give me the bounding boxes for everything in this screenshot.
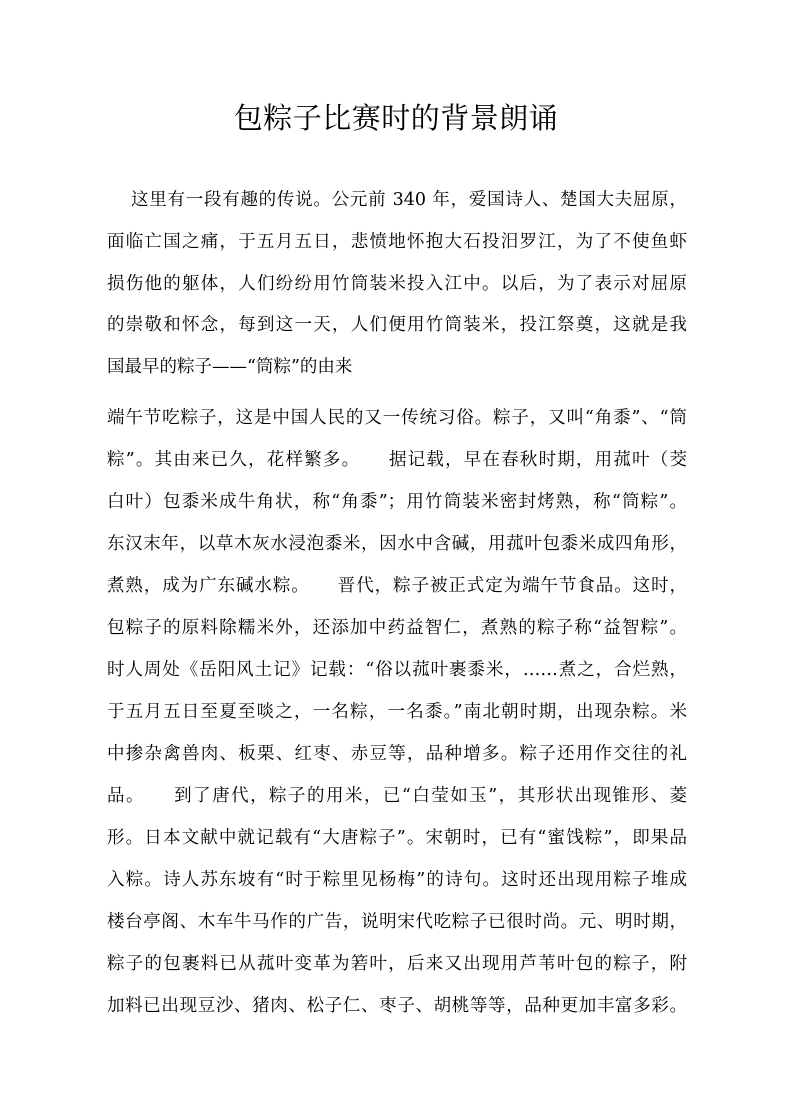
page-title: 包粽子比赛时的背景朗诵 bbox=[233, 101, 559, 135]
paragraph-2-line-11: 形。日本文献中就记载有“大唐粽子”。宋朝时，已有“蜜饯粽”，即果品 bbox=[107, 828, 687, 848]
paragraph-2-line-13: 楼台亭阁、木车牛马作的广告，说明宋代吃粽子已很时尚。元、明时期， bbox=[107, 912, 687, 932]
paragraph-2-line-4: 东汉末年，以草木灰水浸泡黍米，因水中含碱，用菰叶包黍米成四角形， bbox=[107, 534, 687, 554]
paragraph-2-line-2: 粽”。其由来已久，花样繁多。 据记载，早在春秋时期，用菰叶（茭 bbox=[107, 450, 687, 470]
paragraph-1-line-5: 国最早的粽子——“筒粽”的由来 bbox=[107, 357, 353, 377]
paragraph-2-line-15: 加料已出现豆沙、猪肉、松子仁、枣子、胡桃等等，品种更加丰富多彩。 bbox=[107, 996, 687, 1016]
paragraph-2-line-5: 煮熟，成为广东碱水粽。 晋代，粽子被正式定为端午节食品。这时， bbox=[107, 576, 687, 596]
paragraph-2-line-1: 端午节吃粽子，这是中国人民的又一传统习俗。粽子，又叫“角黍”、“筒 bbox=[107, 408, 687, 428]
paragraph-2-line-8: 于五月五日至夏至啖之，一名粽，一名黍。”南北朝时期，出现杂粽。米 bbox=[107, 702, 687, 722]
paragraph-2-line-9: 中掺杂禽兽肉、板栗、红枣、赤豆等，品种增多。粽子还用作交往的礼 bbox=[107, 744, 687, 764]
paragraph-2-line-6: 包粽子的原料除糯米外，还添加中药益智仁，煮熟的粽子称“益智粽”。 bbox=[107, 618, 687, 638]
paragraph-2-line-3: 白叶）包黍米成牛角状，称“角黍”；用竹筒装米密封烤熟，称“筒粽”。 bbox=[107, 492, 687, 512]
paragraph-2-line-10: 品。 到了唐代，粽子的用米，已“白莹如玉”，其形状出现锥形、菱 bbox=[107, 786, 687, 806]
paragraph-1-line-3: 损伤他的躯体，人们纷纷用竹筒装米投入江中。以后，为了表示对屈原 bbox=[107, 274, 687, 294]
paragraph-2-line-14: 粽子的包裹料已从菰叶变革为箬叶，后来又出现用芦苇叶包的粽子，附 bbox=[107, 954, 687, 974]
paragraph-1-line-4: 的崇敬和怀念，每到这一天，人们便用竹筒装米，投江祭奠，这就是我 bbox=[107, 315, 687, 335]
paragraph-1-line-1: 这里有一段有趣的传说。公元前 340 年，爱国诗人、楚国大夫屈原， bbox=[131, 190, 687, 210]
paragraph-2-line-7: 时人周处《岳阳风土记》记载：“俗以菰叶裹黍米，……煮之，合烂熟， bbox=[107, 660, 687, 680]
paragraph-1-line-2: 面临亡国之痛，于五月五日，悲愤地怀抱大石投汨罗江，为了不使鱼虾 bbox=[107, 232, 687, 252]
paragraph-2-line-12: 入粽。诗人苏东坡有“时于粽里见杨梅”的诗句。这时还出现用粽子堆成 bbox=[107, 870, 687, 890]
